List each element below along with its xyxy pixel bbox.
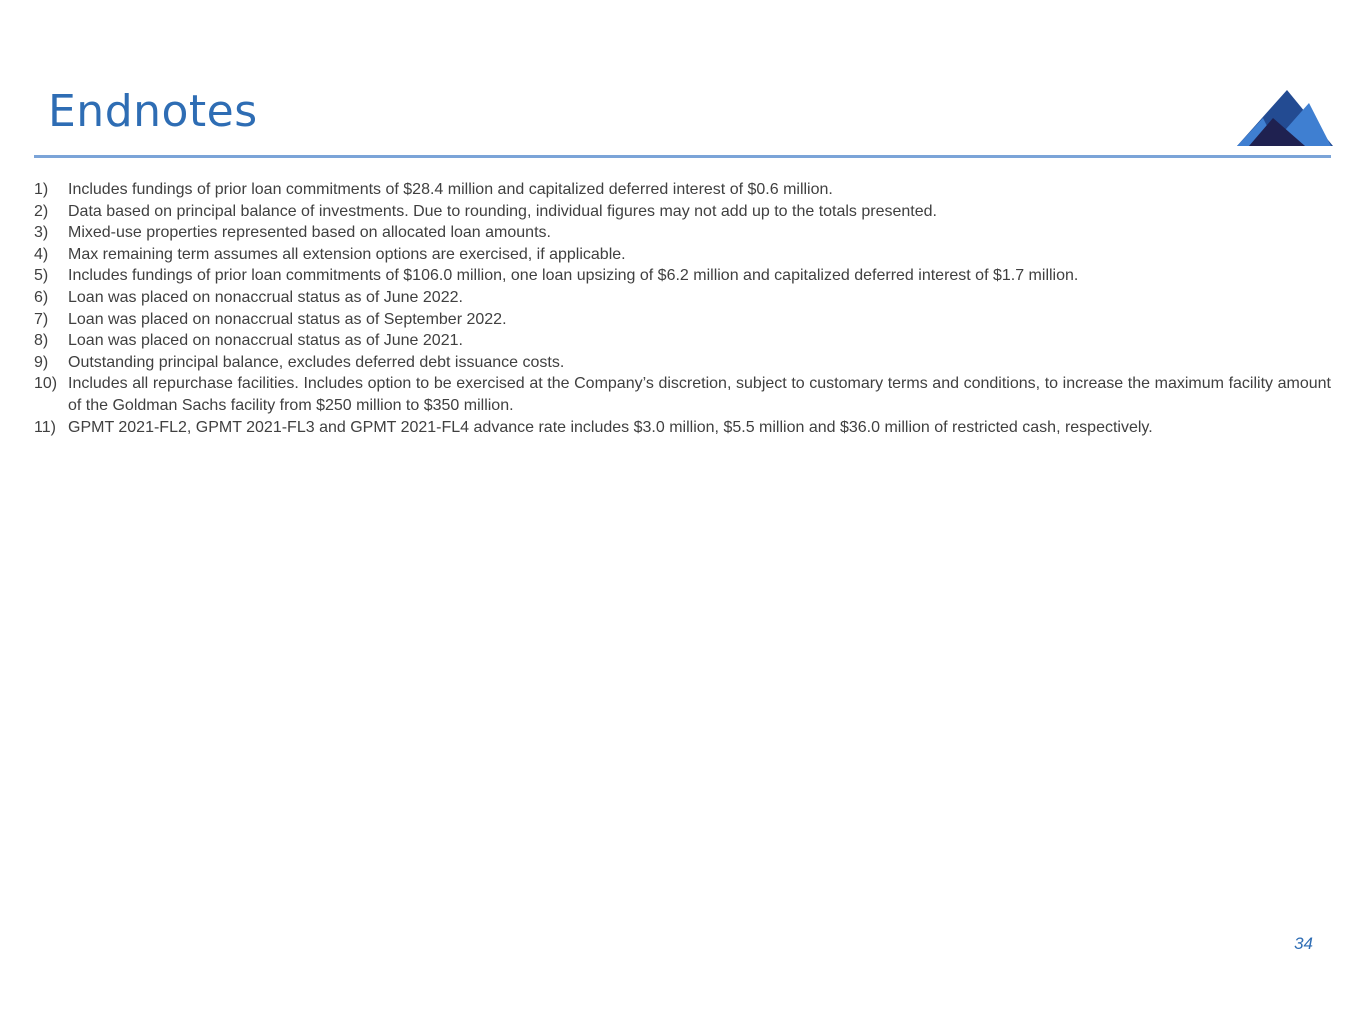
page-number: 34 (1294, 934, 1313, 953)
endnote-number: 7) (34, 310, 49, 328)
endnote-number: 5) (34, 267, 49, 285)
endnote-item (34, 309, 1331, 331)
endnote-item (34, 244, 1331, 266)
endnote-item (34, 417, 1331, 439)
endnote-number: 9) (34, 353, 49, 371)
endnote-text: Mixed-use properties represented based on allocated loan amounts. (68, 224, 551, 242)
endnote-number: 1) (34, 181, 49, 198)
endnote-item (34, 201, 1331, 223)
endnote-item (34, 352, 1331, 374)
endnote-item (34, 179, 1331, 201)
endnote-item (34, 373, 1331, 416)
endnote-text: Loan was placed on nonaccrual status as of June 2022. (68, 288, 463, 306)
endnote-number: 3) (34, 224, 49, 242)
mountain-logo-icon (1237, 88, 1333, 148)
endnote-number: 11) (34, 418, 56, 436)
endnote-text: Loan was placed on nonaccrual status as of September 2022. (68, 310, 507, 328)
endnote-text: Loan was placed on nonaccrual status as of June 2021. (68, 332, 463, 350)
endnote-item (34, 287, 1331, 309)
endnote-item (34, 222, 1331, 244)
endnote-number: 4) (34, 245, 49, 263)
page-title: Endnotes (48, 86, 258, 137)
endnote-number: 2) (34, 202, 49, 220)
endnote-item (34, 265, 1331, 287)
endnote-text: Data based on principal balance of investments. Due to rounding, individual figures may not add up to the totals presented. (68, 202, 937, 220)
endnote-text: Includes fundings of prior loan commitments of $106.0 million, one loan upsizing of $6.2 million and capitalized deferred interest of $1.7 million. (68, 267, 1079, 285)
endnotes-list (34, 179, 1331, 438)
endnote-text: Outstanding principal balance, excludes deferred debt issuance costs. (68, 353, 565, 371)
endnote-number: 8) (34, 332, 49, 350)
endnote-number: 6) (34, 288, 49, 306)
endnote-item (34, 330, 1331, 352)
endnote-text: Includes fundings of prior loan commitments of $28.4 million and capitalized deferred interest of $0.6 million. (68, 181, 833, 198)
title-divider (34, 155, 1331, 158)
endnote-number: 10) (34, 375, 58, 393)
endnote-text: GPMT 2021-FL2, GPMT 2021-FL3 and GPMT 2021-FL4 advance rate includes $3.0 million, $5.5 million and $36.0 million of restricted cash, respectively. (68, 418, 1153, 436)
endnote-text: Max remaining term assumes all extension options are exercised, if applicable. (68, 245, 626, 263)
endnote-text: Includes all repurchase facilities. Includes option to be exercised at the Company’s discretion, subject to customary terms and conditions, to increase the maximum facility amount of the Goldman Sachs facility from $250 million to $350 million. (68, 375, 1331, 414)
